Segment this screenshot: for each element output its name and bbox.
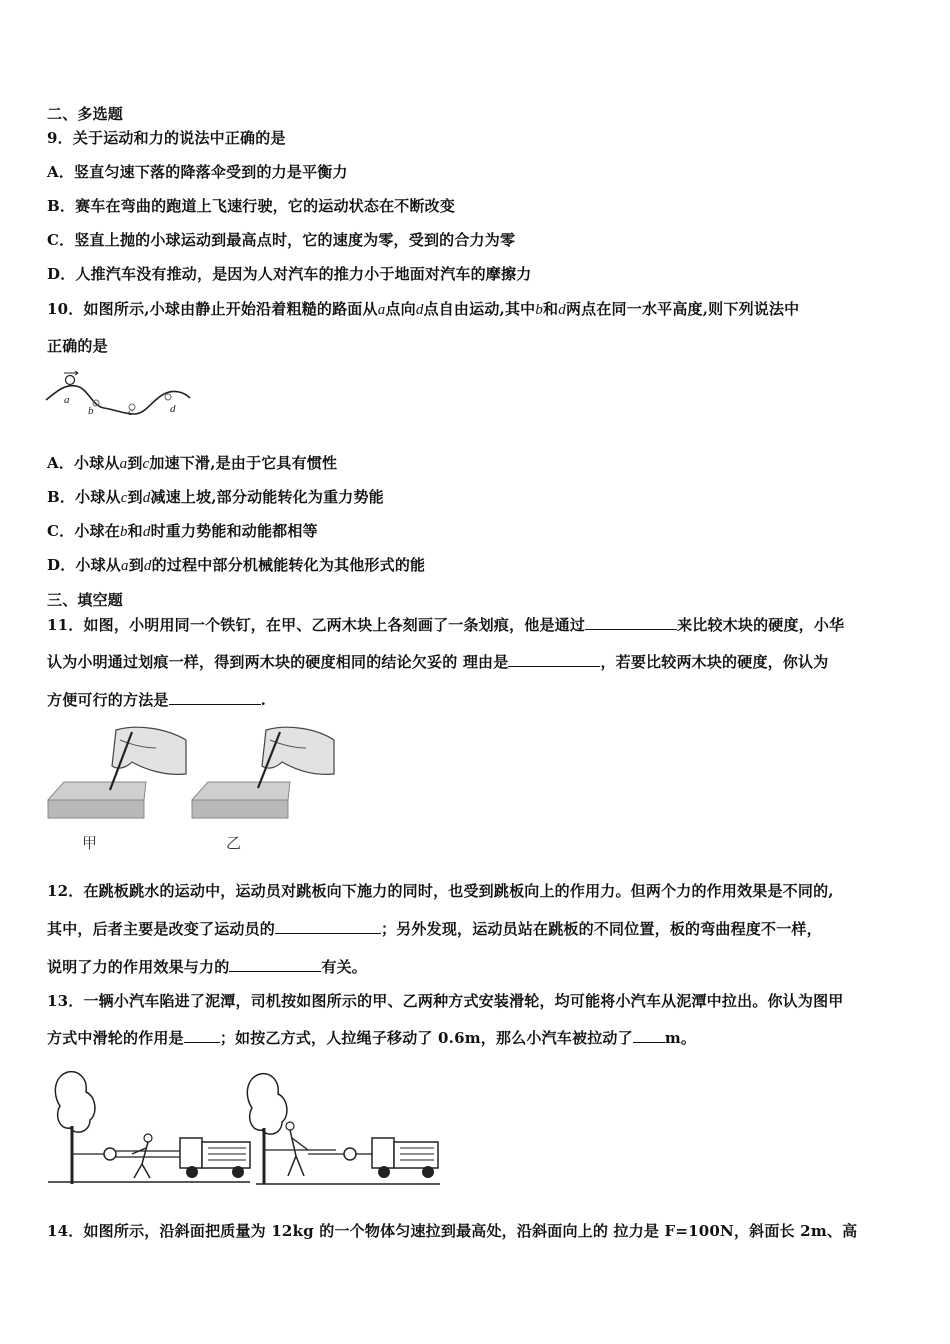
ball-icon — [66, 376, 75, 385]
answer-blank[interactable] — [184, 1028, 220, 1043]
answer-blank[interactable] — [633, 1028, 665, 1043]
wood-block-scratch-figure — [46, 722, 338, 822]
pulley-car-figure — [46, 1066, 442, 1194]
question-12-line2: 其中，后者主要是改变了运动员的 ；另外发现，运动员站在跳板的不同位置，板的弯曲程度不一样， — [47, 920, 822, 938]
figure-label-d: d — [170, 403, 176, 415]
question-10-option-b: B．小球从c到d减速上坡,部分动能转化为重力势能 — [47, 488, 384, 506]
figure-label-c: c — [128, 406, 133, 418]
question-10-stem-line2: 正确的是 — [47, 337, 108, 355]
question-12-line3: 说明了力的作用效果与力的 有关。 — [47, 958, 368, 976]
section-title-multiple-choice: 二、多选题 — [47, 105, 124, 123]
question-11-line3: 方便可行的方法是 . — [47, 691, 267, 709]
section-title-fill-in: 三、填空题 — [47, 591, 124, 609]
question-12-line1: 12．在跳板跳水的运动中，运动员对跳板向下施力的同时，也受到跳板向上的作用力。但两个力的作用效果是不同的, — [47, 882, 834, 900]
figure-label-b: b — [88, 405, 94, 417]
question-14-line1: 14．如图所示，沿斜面把质量为 12kg 的一个物体匀速拉到最高处，沿斜面向上的 拉力是 F=100N，斜面长 2m、高 — [47, 1222, 858, 1240]
rolling-ball-track-figure — [44, 370, 194, 425]
question-9-option-c: C．竖直上抛的小球运动到最高点时，它的速度为零，受到的合力为零 — [47, 231, 516, 249]
question-10-stem: 10．如图所示,小球由静止开始沿着粗糙的路面从a点向d点自由运动,其中b和d两点在同一水平高度,则下列说法中 — [47, 300, 800, 318]
figure-label-a: a — [64, 394, 70, 406]
question-9-option-b: B．赛车在弯曲的跑道上飞速行驶，它的运动状态在不断改变 — [47, 197, 456, 215]
question-13-line2: 方式中滑轮的作用是 ；如按乙方式，人拉绳子移动了 0.6m，那么小汽车被拉动了 m。 — [47, 1029, 697, 1047]
question-9-option-d: D．人推汽车没有推动，是因为人对汽车的推力小于地面对汽车的摩擦力 — [47, 265, 532, 283]
question-10-option-d: D．小球从a到d的过程中部分机械能转化为其他形式的能 — [47, 556, 426, 574]
answer-blank[interactable] — [169, 690, 261, 705]
answer-blank[interactable] — [585, 615, 677, 630]
question-10-option-a: A．小球从a到c加速下滑,是由于它具有惯性 — [47, 454, 338, 472]
question-11-line2: 认为小明通过划痕一样，得到两木块的硬度相同的结论欠妥的 理由是 ，若要比较两木块的硬度，你认为 — [47, 653, 829, 671]
answer-blank[interactable] — [508, 652, 600, 667]
figure-caption-yi: 乙 — [226, 834, 242, 852]
answer-blank[interactable] — [229, 957, 321, 972]
figure-caption-jia: 甲 — [82, 834, 98, 852]
question-13-line1: 13．一辆小汽车陷进了泥潭，司机按如图所示的甲、乙两种方式安装滑轮，均可能将小汽车从泥潭中拉出。你认为图甲 — [47, 992, 844, 1010]
question-11-line1: 11．如图，小明用同一个铁钉，在甲、乙两木块上各刻画了一条划痕，他是通过 来比较木块的硬度，小华 — [47, 616, 845, 634]
question-10-option-c: C．小球在b和d时重力势能和动能都相等 — [47, 522, 318, 540]
question-9-stem: 9．关于运动和力的说法中正确的是 — [47, 129, 286, 147]
question-9-option-a: A．竖直匀速下落的降落伞受到的力是平衡力 — [47, 163, 348, 181]
answer-blank[interactable] — [275, 919, 381, 934]
